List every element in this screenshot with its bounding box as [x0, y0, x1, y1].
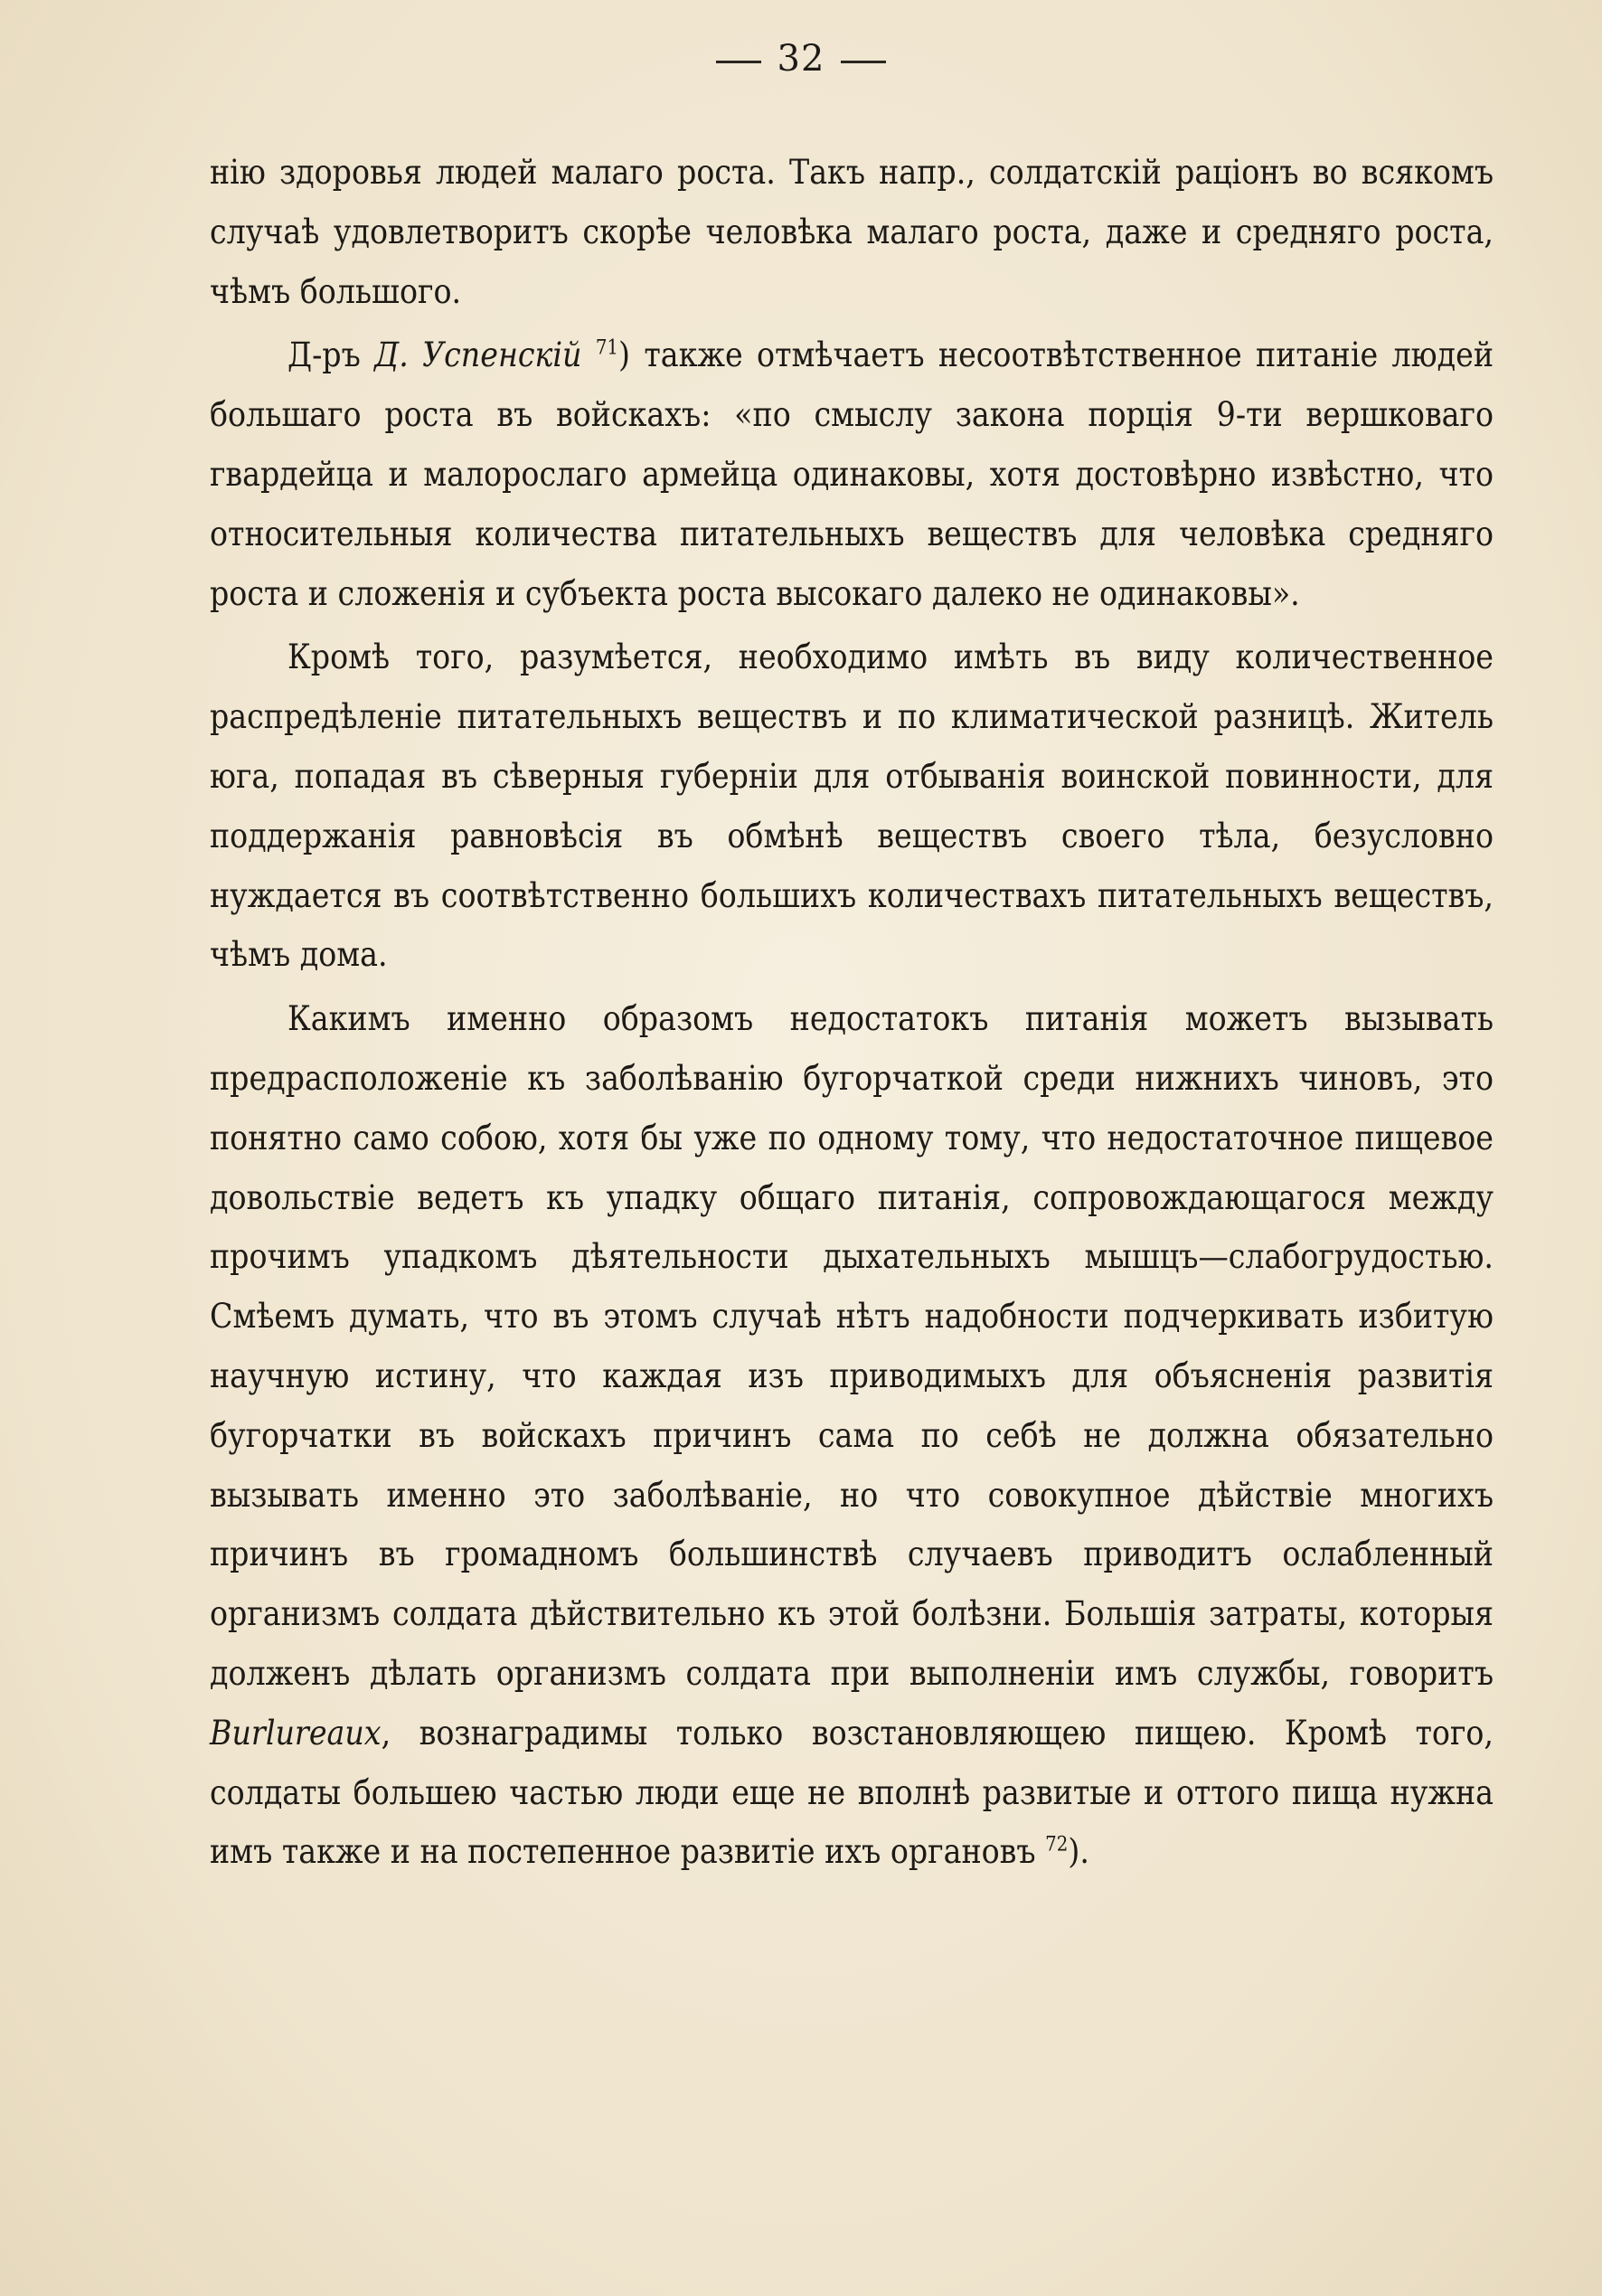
header-dash-right	[841, 61, 886, 63]
author-name-italic: Д. Успенскій	[374, 335, 582, 375]
paragraph-continued	[210, 143, 1494, 321]
body-text	[210, 143, 1494, 1882]
paragraph-uspensky	[210, 326, 1494, 623]
paragraph-nutrition	[210, 989, 1494, 1882]
author-name-italic: Burlureaux	[210, 1713, 382, 1753]
paragraph-text-after: , вознаградимы только возстановляющею пищею. Кромѣ того, солдаты большею частью люди еще не вполнѣ развитые и оттого пища нужна имъ также и на постепенное развитіе ихъ органовъ	[210, 1713, 1494, 1872]
footnote-ref: 71	[595, 337, 619, 361]
paragraph-text-before: Какимъ именно образомъ недостатокъ питанія можетъ вызывать предрасположеніе къ заболѣванію бугорчаткой среди нижнихъ чиновъ, это понятно само собою, хотя бы уже по одному тому, что недостаточное пищевое довольствіе ведетъ къ упадку общаго питанія, сопровождающагося между прочимъ упадкомъ дѣятельности дыхательныхъ мышцъ—слабогрудостью. Смѣемъ думать, что въ этомъ случаѣ нѣтъ надобности подчеркивать избитую научную истину, что каждая изъ приводимыхъ для объясненія развитія бугорчатки въ войскахъ причинъ сама по себѣ не должна обязательно вызывать именно это заболѣваніе, но что совокупное дѣйствіе многихъ причинъ въ громадномъ большинствѣ случаевъ приводитъ ослабленный организмъ солдата дѣйствительно къ этой болѣзни. Большія затраты, которыя долженъ дѣлать организмъ солдата при выполненіи имъ службы, говоритъ	[210, 999, 1494, 1693]
paragraph-text-before: Д-ръ	[287, 335, 375, 375]
paragraph-text-after: ) также отмѣчаетъ несоотвѣтственное питаніе людей большаго роста въ войскахъ: «по смыслу закона порція 9-ти вершковаго гвардейца и малорослаго армейца одинаковы, хотя достовѣрно извѣстно, что относительныя количества питательныхъ веществъ для человѣка средняго роста и сложенія и субъекта роста высокаго далеко не одинаковы».	[210, 335, 1494, 613]
header-dash-left	[716, 61, 761, 63]
paragraph-text-end: ).	[1068, 1832, 1089, 1872]
page-number: 32	[777, 38, 825, 80]
page-header	[0, 38, 1602, 80]
paragraph-climate	[210, 628, 1494, 985]
paragraph-text: нію здоровья людей малаго роста. Такъ напр., солдатскій раціонъ во всякомъ случаѣ удовлетворитъ скорѣе человѣка малаго роста, даже и средняго роста, чѣмъ большого.	[210, 153, 1494, 311]
footnote-ref: 72	[1045, 1833, 1069, 1857]
paragraph-text: Кромѣ того, разумѣется, необходимо имѣть въ виду количественное распредѣленіе питательныхъ веществъ и по климатической разницѣ. Житель юга, попадая въ сѣверныя губерніи для отбыванія воинской повинности, для поддержанія равновѣсія въ обмѣнѣ веществъ своего тѣла, безусловно нуждается въ соотвѣтственно большихъ количествахъ питательныхъ веществъ, чѣмъ дома.	[210, 638, 1494, 975]
